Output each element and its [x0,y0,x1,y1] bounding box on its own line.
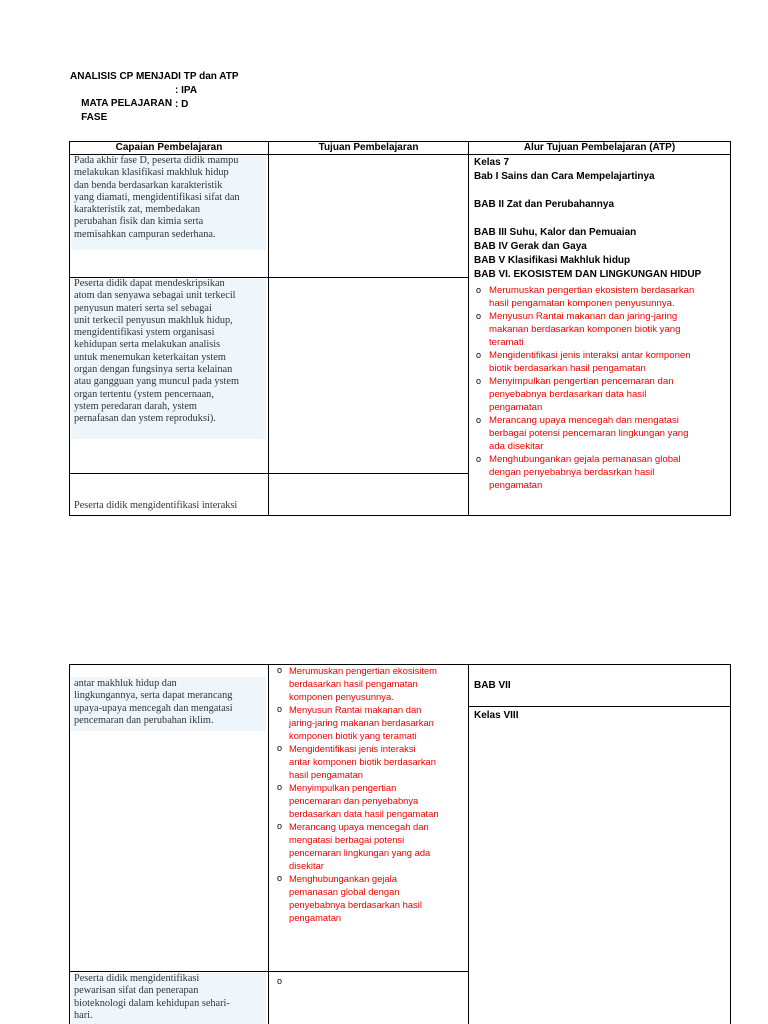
list-item [274,820,439,872]
bullet-icon: o [277,782,283,792]
list-item [474,284,694,310]
table-row-divider [69,473,469,474]
table-row-divider [468,706,731,707]
atp-chapter: BAB IV Gerak dan Gaya [474,241,587,252]
list-item [474,375,694,414]
cp-cell-continuation: antar makhluk hidup dan lingkungannya, serta dapat merancang upaya-upaya mencegah dan mengatasi pencemaran dan perubahan iklim. [74,678,233,726]
list-item [474,310,694,349]
list-item-text: Merumuskan pengertian ekosisitem berdasarkan hasil pengamatan komponen penyusunnya. [289,665,437,702]
list-item-text: Menyusun Rantai makanan dan jaring-jaring makanan berdasarkan komponen biotik yang teramati [289,704,434,741]
table-column-divider [468,141,469,516]
bullet-icon: o [476,285,482,295]
phase-label: FASE [81,112,108,123]
list-item [274,781,439,820]
table-column-divider [268,141,269,516]
cp-cell-1: Pada akhir fase D, peserta didik mampu melakukan klasifikasi makhluk hidup dan benda berdasarkan karakteristik yang diamati, mengidentifikasi sifat dan karakteristik zat, membedakan perubahan fisik dan kimia serta memisahkan campuran sederhana. [74,155,240,240]
list-item-text: Merumuskan pengertian ekosistem berdasarkan hasil pengamatan komponen penyusunnya. [489,285,695,309]
atp-heading: Kelas 7 [474,157,510,168]
list-item-text: Menyusun Rantai makanan dan jaring-jaring makanan berdasarkan komponen biotik yang teramati [489,311,681,348]
tp-objective-list [274,664,439,924]
list-item [474,349,694,375]
list-item [274,742,439,781]
cp-cell-4: Peserta didik mengidentifikasi pewarisan sifat dan penerapan bioteknologi dalam kehidupan sehari- hari. [74,973,230,1021]
atp-chapter: BAB III Suhu, Kalor dan Pemuaian [474,227,637,238]
document-title: ANALISIS CP MENJADI TP dan ATP [70,71,239,82]
cp-cell-3: Peserta didik mengidentifikasi interaksi [74,500,238,511]
phase-value: : D [175,99,189,110]
list-item [474,414,694,453]
list-item-text: Mengidentifikasi jenis interaksi antar komponen biotik berdasarkan hasil pengamatan [489,350,691,374]
atp-chapter: BAB II Zat dan Perubahannya [474,199,615,210]
list-item-text: Menyimpulkan pengertian pencemaran dan penyebabnya berdasarkan data hasil pengamatan [289,782,439,819]
list-item-text: Merancang upaya mencegah dan mengatasi berbagai potensi pencemaran lingkungan yang ada disekitar [489,415,689,452]
subject-label: MATA PELAJARAN [81,98,173,109]
atp-heading: Kelas VIII [474,710,519,721]
column-header-cp: Capaian Pembelajaran [115,142,223,153]
list-item [274,703,439,742]
list-item-text: Menghubungankan gejala pemanasan global dengan penyebabnya berdasrkan hasil pengamatan [489,454,681,491]
atp-chapter: BAB VII [474,680,511,691]
table-column-divider [268,664,269,1024]
table-border-left [69,141,70,516]
atp-chapter: Bab I Sains dan Cara Mempelajartinya [474,171,655,182]
list-item-text: Menghubungankan gejala pemanasan global dengan penyebabnya berdasarkan hasil pengamatan [289,873,422,923]
table-column-divider [468,664,469,1024]
list-item [274,664,439,703]
list-item [474,453,694,492]
list-item-text: Menyimpulkan pengertian pencemaran dan penyebabnya berdasarkan data hasil pengamatan [489,376,674,413]
table-border-right [730,141,731,516]
table-border-bottom [69,515,731,516]
table-row-divider [69,971,469,972]
atp-chapter: BAB V Klasifikasi Makhluk hidup [474,255,631,266]
bullet-icon: o [476,311,482,321]
bullet-icon: o [476,376,482,386]
cp-cell-2: Peserta didik dapat mendeskripsikan atom dan senyawa sebagai unit terkecil penyusun materi serta sel sebagai unit terkecil penyusun makhluk hidup, mengidentifikasi ystem organisasi kehidupan serta melakukan analisis untuk menemukan keterkaitan ystem organ dengan fungsinya serta kelainan atau gangguan yang muncul pada ystem organ tertentu (ystem pencernaan, ystem peredaran darah, ystem pernafasan dan ystem reproduksi). [74,278,239,425]
bullet-icon: o [277,821,283,831]
bullet-icon: o [476,454,482,464]
bullet-icon: o [277,873,283,883]
atp-objective-list [474,284,694,492]
bullet-icon: o [277,665,283,675]
column-header-tp: Tujuan Pembelajaran [318,142,419,153]
list-item-text: Merancang upaya mencegah dan mengatasi berbagai potensi pencemaran lingkungan yang ada disekitar [289,821,431,871]
table-border-right [730,664,731,1024]
bullet-icon: o [277,704,283,714]
bullet-icon: o [476,350,482,360]
bullet-icon: o [476,415,482,425]
bullet-icon: o [277,976,283,986]
list-item [274,872,439,924]
subject-value: : IPA [175,85,198,96]
list-item-text: Mengidentifikasi jenis interaksi antar komponen biotik berdasarkan hasil pengamatan [289,743,436,780]
bullet-icon: o [277,743,283,753]
column-header-atp: Alur Tujuan Pembelajaran (ATP) [523,142,676,153]
atp-chapter: BAB VI. EKOSISTEM DAN LINGKUNGAN HIDUP [474,269,702,280]
table-border-left [69,664,70,1024]
